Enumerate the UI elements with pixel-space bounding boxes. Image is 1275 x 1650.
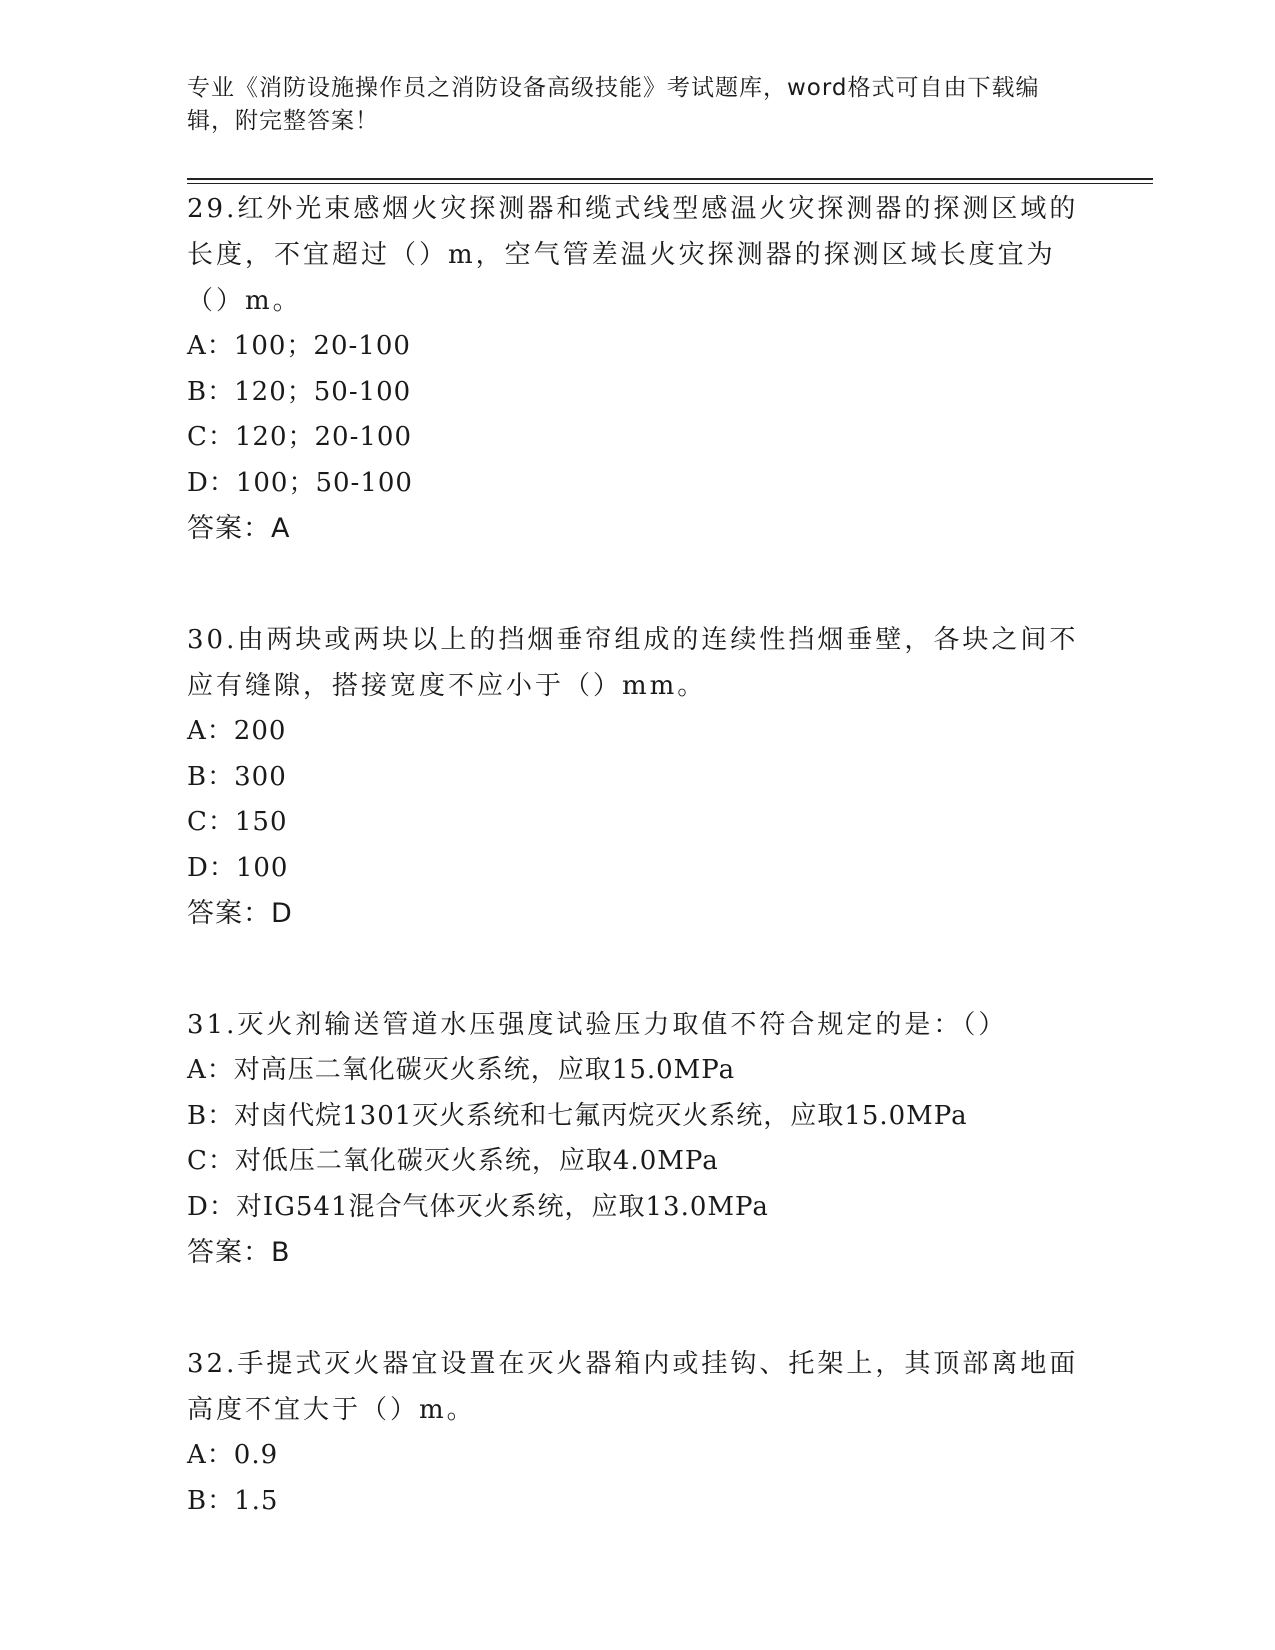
question-stem: 29.红外光束感烟火灾探测器和缆式线型感温火灾探测器的探测区域的长度，不宜超过（）m，空气管差温火灾探测器的探测区域长度宜为（）m。 xyxy=(187,194,1079,316)
answer: 答案：D xyxy=(187,898,293,929)
option-b: B：对卤代烷1301灭火系统和七氟丙烷灭火系统，应取15.0MPa xyxy=(187,1100,968,1131)
question-list xyxy=(187,186,1087,1589)
question-32 xyxy=(187,1341,1087,1524)
question-30 xyxy=(187,617,1087,937)
option-b: B：1.5 xyxy=(187,1485,279,1516)
option-d: D：100 xyxy=(187,852,289,883)
option-c: C：150 xyxy=(187,807,288,837)
question-29 xyxy=(187,186,1087,552)
option-a: A：对高压二氧化碳灭火系统，应取15.0MPa xyxy=(187,1055,736,1085)
option-d: D：100；50-100 xyxy=(187,467,413,498)
header-divider-thin xyxy=(187,183,1153,184)
document-header: 专业《消防设施操作员之消防设备高级技能》考试题库，word格式可自由下载编辑，附完整答案！ xyxy=(187,75,1040,134)
header-divider-thick xyxy=(187,178,1153,180)
question-31 xyxy=(187,1002,1087,1276)
answer: 答案：B xyxy=(187,1237,291,1268)
option-b: B：300 xyxy=(187,761,287,792)
option-c: C：对低压二氧化碳灭火系统，应取4.0MPa xyxy=(187,1146,719,1176)
question-stem: 31.灭火剂输送管道水压强度试验压力取值不符合规定的是：（） xyxy=(187,1010,1008,1040)
option-a: A：200 xyxy=(187,716,287,746)
question-stem: 30.由两块或两块以上的挡烟垂帘组成的连续性挡烟垂壁，各块之间不应有缝隙，搭接宽度不应小于（）mm。 xyxy=(187,625,1079,701)
option-b: B：120；50-100 xyxy=(187,376,412,407)
option-a: A：100；20-100 xyxy=(187,331,411,361)
answer: 答案：A xyxy=(187,513,291,544)
option-c: C：120；20-100 xyxy=(187,422,413,452)
option-a: A：0.9 xyxy=(187,1440,279,1470)
option-d: D：对IG541混合气体灭火系统，应取13.0MPa xyxy=(187,1191,769,1222)
question-stem: 32.手提式灭火器宜设置在灭火器箱内或挂钩、托架上，其顶部离地面高度不宜大于（）m。 xyxy=(187,1349,1079,1425)
